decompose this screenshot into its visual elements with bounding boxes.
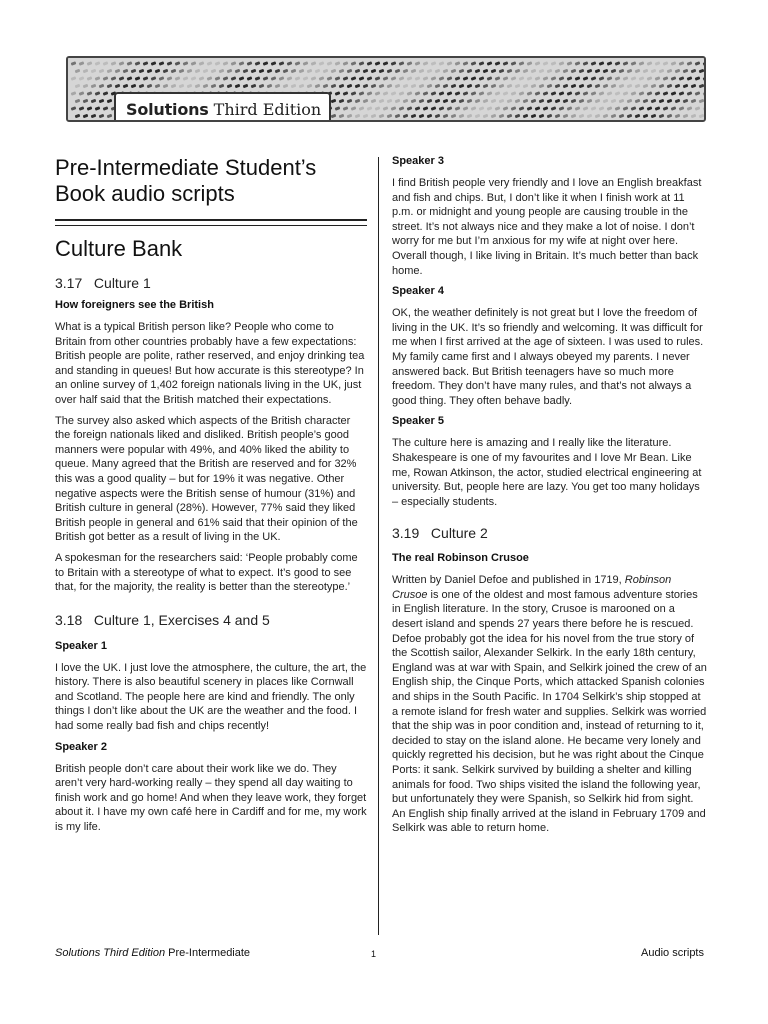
column-divider — [378, 157, 379, 935]
document-title — [55, 155, 367, 207]
paragraph: A spokesman for the researchers said: ‘People probably come to Britain with a stereotype of what to expect. It’s good to see that, for the majority, the reality is better than the stereotype.’ — [55, 551, 358, 594]
paragraph: The survey also asked which aspects of the British character the foreign nationals liked and disliked. British people’s good manners were popular with 49%, and 40% liked the ability to queue. Many agreed that the British are reserved and for 32% this was a good quality – but for 19% it was negative. Other negative aspects were the British sense of humour (31%) and British culture in general (28%). However, 77% said they liked British people in general and 61% said that their opinion of the British got better as a result of living in the UK. — [55, 414, 358, 544]
brand-edition: Third Edition — [213, 99, 322, 119]
text-run: Written by Daniel Defoe and published in 1719, — [392, 574, 625, 587]
right-column — [392, 155, 707, 842]
section-heading-3-18: 3.18 Culture 1, Exercises 4 and 5 — [55, 611, 270, 628]
subheading: How foreigners see the British — [55, 299, 214, 311]
footer-section: Audio scripts — [641, 947, 704, 959]
subheading: The real Robinson Crusoe — [392, 552, 529, 565]
speaker-text: British people don’t care about their work like we do. They aren’t very hard-working really – they spend all day waiting to finish work and go home! And when they leave work, they forget about it. I have my own café here in Cardiff and for me, my work is my life. — [55, 762, 367, 834]
title-rule — [55, 219, 367, 226]
section-title: Culture Bank — [55, 236, 183, 261]
paragraph: What is a typical British person like? People who come to Britain from other countries probably have a few expectations: British people are polite, rather reserved, and enjoy drinking tea and standing in queues! But how accurate is this stereotype? In an online survey of 1,402 foreign nationals living in the UK, just over half said that the British matched their expectations. — [55, 321, 365, 406]
speaker-text: The culture here is amazing and I really like the literature. Shakespeare is one of my favourites and I love Mr Bean. Like me, Rowan Atkinson, the actor, studied electrical engineering at university. But, people here are lazy. You get too many holidays – especially students. — [392, 437, 702, 508]
speaker-label: Speaker 1 — [55, 639, 107, 652]
speaker-label: Speaker 2 — [55, 740, 107, 753]
speaker-text: I love the UK. I just love the atmosphere, the culture, the art, the history. There is also beautiful scenery in places like Cornwall and Scotland. The people here are kind and friendly. The only things I don’t like about the UK are the weather and the food. I had some really bad fish and chips recently! — [55, 661, 367, 733]
paragraph — [392, 573, 707, 836]
speaker-label: Speaker 4 — [392, 285, 444, 298]
footer-level: Pre-Intermediate — [165, 947, 251, 959]
page-number: 1 — [371, 949, 377, 959]
text-run: is one of the oldest and most famous adventure stories in English literature. In the story, Crusoe is marooned on a desert island and spends 27 years there before he is rescued. Defoe probably got the idea for his novel from the true story of the Scottish sailor, Alexander Selkirk. In the early 18th century, England was at war with Spain, and Selkirk joined the crew of an English ship, the Cinque Ports, which attacked Spanish colonies and ships in the South Pacific. In 1704 Selkirk’s ship stopped at a remote island for fresh water and supplies. Selkirk was worried that the ship was in poor condition and, instead of returning to it, decided to stay on the island alone. He became very lonely and quickly regretted his decision, but he was right about the Cinque Ports: it sank. Selkirk survived by building a shelter and killing animals for food. Two ships visited the island the following year, but unfortunately they were Spanish, so Selkirk hid from sight. An English ship finally arrived at the island in February 1709 and Selkirk was able to return home. — [392, 588, 707, 835]
page-footer — [55, 947, 704, 961]
header-banner — [66, 56, 706, 122]
section-heading-3-19: 3.19 Culture 2 — [392, 525, 488, 542]
footer-series: Solutions Third Edition — [55, 947, 166, 959]
left-column — [55, 155, 367, 841]
document-title-line1: Pre-Intermediate Student’s — [55, 155, 317, 180]
footer-book-title — [55, 947, 250, 959]
brand-name: Solutions — [126, 99, 209, 119]
speaker-label: Speaker 5 — [392, 415, 444, 428]
book-title: Robinson Crusoe — [392, 574, 672, 601]
speaker-text: I find British people very friendly and I love an English breakfast and fish and chips. But, I don’t like it when I finish work at 11 p.m. or midnight and young people are causing trouble in the street. It’s not always nice and they make a lot of noise. I don’t worry for me but I’m anxious for my wife at night over here. Overall though, I like living in Britain. It’s much better than back home. — [392, 177, 702, 277]
speaker-label: Speaker 3 — [392, 155, 444, 167]
document-title-line2: Book audio scripts — [55, 181, 235, 206]
section-heading-3-17: 3.17 Culture 1 — [55, 275, 151, 291]
speaker-text: OK, the weather definitely is not great but I love the freedom of living in the UK. It’s so friendly and welcoming. It was difficult for me when I first arrived at the age of sixteen. I was used to rules. My family came first and I always obeyed my parents. I never answered back. But British teenagers have so much more freedom. They don’t have many rules, and that’s not always a good thing. They often behave badly. — [392, 307, 704, 407]
brand-label — [114, 92, 331, 122]
